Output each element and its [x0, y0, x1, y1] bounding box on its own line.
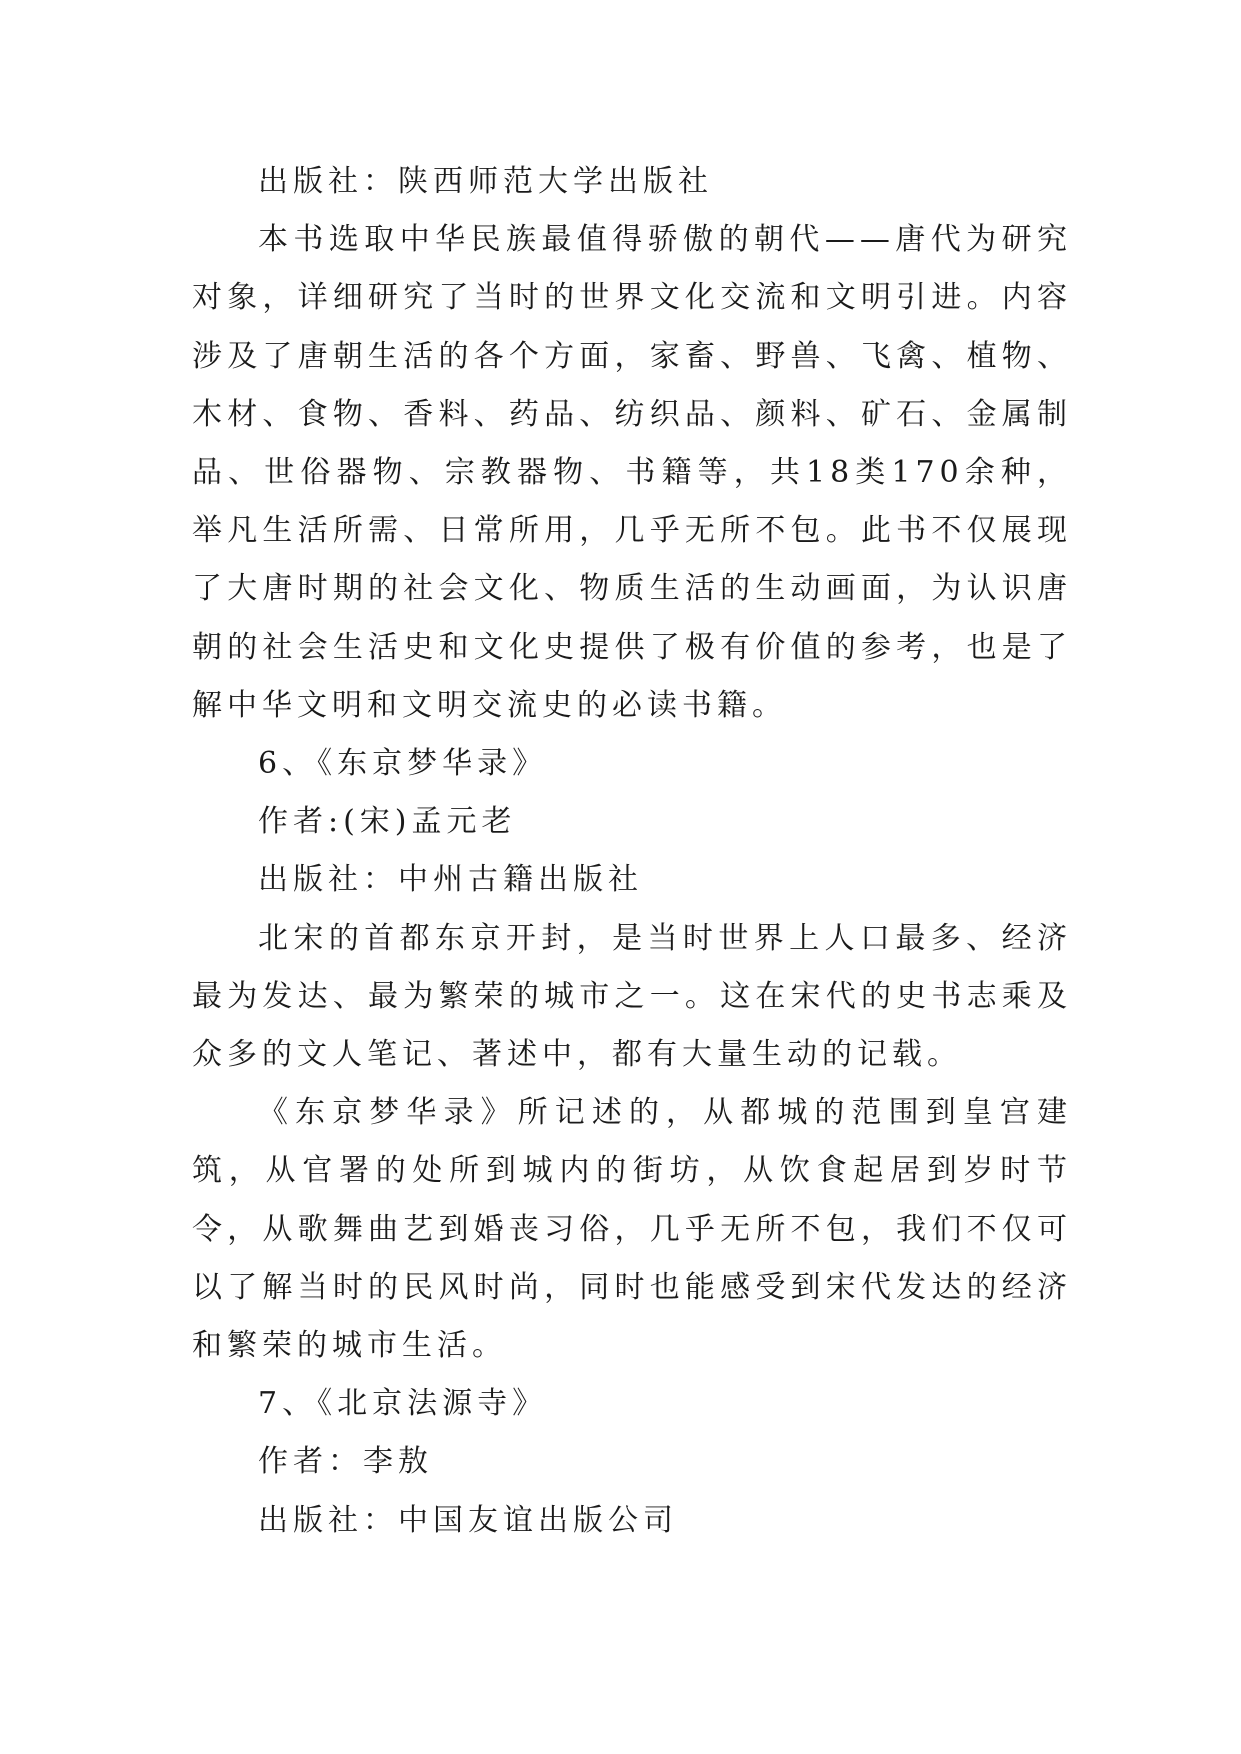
book-title: 7、《北京法源寺》	[258, 1386, 548, 1422]
book-description: 《东京梦华录》所记述的，从都城的范围到皇宫建筑，从官署的处所到城内的街坊，从饮食起居到岁时节令，从歌舞曲艺到婚丧习俗，几乎无所不包，我们不仅可以了解当时的民风时尚，同时也能感受到宋代发达的经济和繁荣的城市生活。	[192, 1095, 1072, 1364]
book-description: 北宋的首都东京开封，是当时世界上人口最多、经济最为发达、最为繁荣的城市之一。这在宋代的史书志乘及众多的文人笔记、著述中，都有大量生动的记载。	[192, 920, 1072, 1073]
author-line: 作者:(宋)孟元老	[258, 804, 517, 840]
publisher-line: 出版社：中国友谊出版公司	[258, 1502, 678, 1538]
publisher-line: 出版社：陕西师范大学出版社	[258, 164, 713, 199]
document-body	[192, 153, 1072, 1550]
book-title: 6、《东京梦华录》	[258, 746, 548, 782]
author-line: 作者：李敖	[258, 1444, 433, 1480]
publisher-line: 出版社：中州古籍出版社	[258, 862, 643, 898]
book-description: 本书选取中华民族最值得骄傲的朝代——唐代为研究对象，详细研究了当时的世界文化交流和文明引进。内容涉及了唐朝生活的各个方面，家畜、野兽、飞禽、植物、木材、食物、香料、药品、纺织品、颜料、矿石、金属制品、世俗器物、宗教器物、书籍等，共18类170余种，举凡生活所需、日常所用，几乎无所不包。此书不仅展现了大唐时期的社会文化、物质生活的生动画面，为认识唐朝的社会生活史和文化史提供了极有价值的参考，也是了解中华文明和文明交流史的必读书籍。	[192, 222, 1072, 723]
